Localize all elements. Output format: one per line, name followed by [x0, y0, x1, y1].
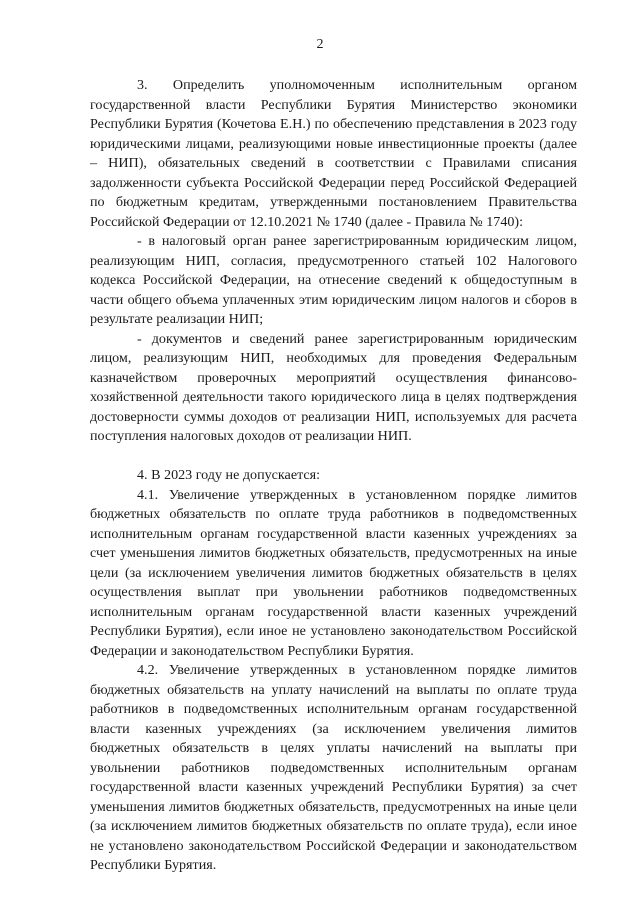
page-number: 2: [316, 37, 324, 52]
paragraph-3-item-tax-consent: - в налоговый орган ранее зарегистрированным юридическим лицом, реализующим НИП, согласия, предусмотренного статьей 102 Налогового кодекса Российской Федерации, на отнесение сведений к общедоступным в части общего объема уплаченных этим юридическим лицом налогов и сборов в результате реализации НИП;: [90, 233, 577, 327]
paragraph-3: 3. Определить уполномоченным исполнительным органом государственной власти Республики Бурятия Министерство экономики Республики Бурятия (Кочетова Е.Н.) по обеспечению представления в 2023 году юридическими лицами, реализующими новые инвестиционные проекты (далее – НИП), обязательных сведений в соответствии с Правилами списания задолженности субъекта Российской Федерации перед Российской Федерацией по бюджетным кредитам, утвержденными постановлением Правительства Российской Федерации от 12.10.2021 № 1740 (далее - Правила № 1740):: [90, 77, 577, 230]
paragraph-3-item-documents: - документов и сведений ранее зарегистрированным юридическим лицом, реализующим НИП, необходимых для проведения Федеральным казначейством проверочных мероприятий осуществления финансово-хозяйственной деятельности такого юридического лица в целях подтверждения достоверности суммы доходов от реализации НИП, используемых для расчета поступления налоговых доходов от реализации НИП.: [90, 330, 577, 444]
paragraph-4-2: 4.2. Увеличение утвержденных в установленном порядке лимитов бюджетных обязательств на уплату начислений на выплаты по оплате труда работников в подведомственных исполнительным органам государственной власти казенных учреждениях (за исключением увеличения лимитов бюджетных обязательств в целях уплаты начислений на выплаты при увольнении работников подведомственных исполнительным органам государственной власти казенных учреждений Республики Бурятия) за счет уменьшения лимитов бюджетных обязательств, предусмотренных на иные цели (за исключением лимитов бюджетных обязательств по оплате труда), если иное не установлено законодательством Российской Федерации и законодательством Республики Бурятия.: [90, 662, 577, 873]
document-body: [90, 76, 577, 876]
paragraph-4-1: 4.1. Увеличение утвержденных в установленном порядке лимитов бюджетных обязательств по оплате труда работников в подведомственных исполнительным органам государственной власти казенных учреждениях за счет уменьшения лимитов бюджетных обязательств, предусмотренных на иные цели (за исключением увеличения лимитов бюджетных обязательств в целях осуществления выплат при увольнении работников подведомственных исполнительным органам государственной власти казенных учреждений Республики Бурятия), если иное не установлено законодательством Российской Федерации и законодательством Республики Бурятия.: [90, 486, 577, 659]
paragraph-4: 4. В 2023 году не допускается:: [137, 467, 321, 483]
